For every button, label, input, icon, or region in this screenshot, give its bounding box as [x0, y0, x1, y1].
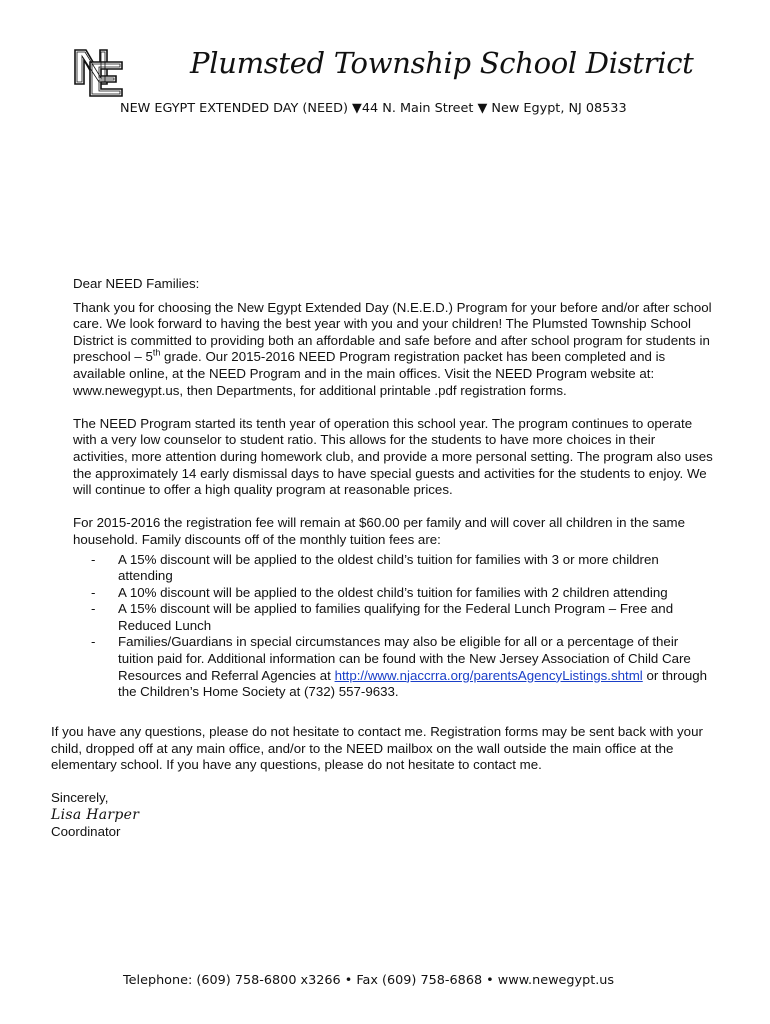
address-line: NEW EGYPT EXTENDED DAY (NEED) ▼44 N. Main Street ▼ New Egypt, NJ 08533 — [120, 101, 627, 116]
ne-monogram-logo — [72, 44, 126, 98]
list-item: - A 10% discount will be applied to the oldest child’s tuition for families with 2 children attending — [91, 585, 711, 602]
list-item — [91, 634, 711, 700]
closing-paragraph: If you have any questions, please do not hesitate to contact me. Registration forms may be sent back with your child, dropped off at any main office, and/or to the NEED mailbox on the wall outside the main office at the elementary school. If you have any questions, please do not hesitate to contact me. — [51, 724, 703, 773]
discount-4-text-end: or through the Children’s Home Society at (732) 557-9633. — [118, 667, 708, 700]
closing-section — [51, 724, 716, 841]
intro-text-2: grade. Our 2015-2016 NEED Program registration packet has been completed and is available online, at the NEED Program and in the main offices. Visit the NEED Program website at: www.newegypt.us, then Departments, for additional printable .pdf registration forms. — [73, 349, 666, 398]
paragraph-program: The NEED Program started its tenth year of operation this school year. The program continues to operate with a very low counselor to student ratio. This allows for the students to have more choices in their activities, more attention during homework club, and provide a more personal setting. The program also uses the approximately 14 early dismissal days to have special guests and activities for the students to enjoy. We will continue to offer a high quality program at reasonable prices. — [73, 415, 713, 498]
list-item: - A 15% discount will be applied to families qualifying for the Federal Lunch Program – Free and Reduced Lunch — [91, 601, 711, 634]
paragraph-intro — [73, 300, 713, 400]
njaccrra-link[interactable]: http://www.njaccrra.org/parentsAgencyListings.shtml — [334, 667, 643, 683]
salutation: Dear NEED Families: — [73, 276, 200, 291]
footer-contact: Telephone: (609) 758-6800 x3266 • Fax (609) 758-6868 • www.newegypt.us — [123, 973, 615, 988]
district-name: Plumsted Township School District — [190, 46, 694, 80]
ordinal-suffix: th — [152, 347, 161, 358]
list-item: - A 15% discount will be applied to the oldest child’s tuition for families with 3 or more children attending — [91, 552, 711, 585]
sign-off: Sincerely, — [51, 790, 109, 806]
discount-list — [91, 552, 711, 701]
signature: Lisa Harper — [51, 806, 140, 823]
ne-monogram-icon — [72, 44, 126, 98]
intro-text-1: Thank you for choosing the New Egypt Extended Day (N.E.E.D.) Program for your before and/or after school care. We look forward to having the best year with you and your children! The Plumsted Township School District is committed to providing both an affordable and safe before and after school program for students in preschool – 5 — [73, 299, 712, 365]
discount-4-text: Families/Guardians in special circumstances may also be eligible for all or a percentage of their tuition paid for. Additional information can be found with the New Jersey Association of Child Care Resources and Referral Agencies at — [118, 634, 691, 683]
signer-title: Coordinator — [51, 823, 121, 839]
paragraph-fees: For 2015-2016 the registration fee will remain at $60.00 per family and will cover all children in the same household. Family discounts off of the monthly tuition fees are: — [73, 515, 685, 547]
letter-body — [73, 276, 713, 701]
